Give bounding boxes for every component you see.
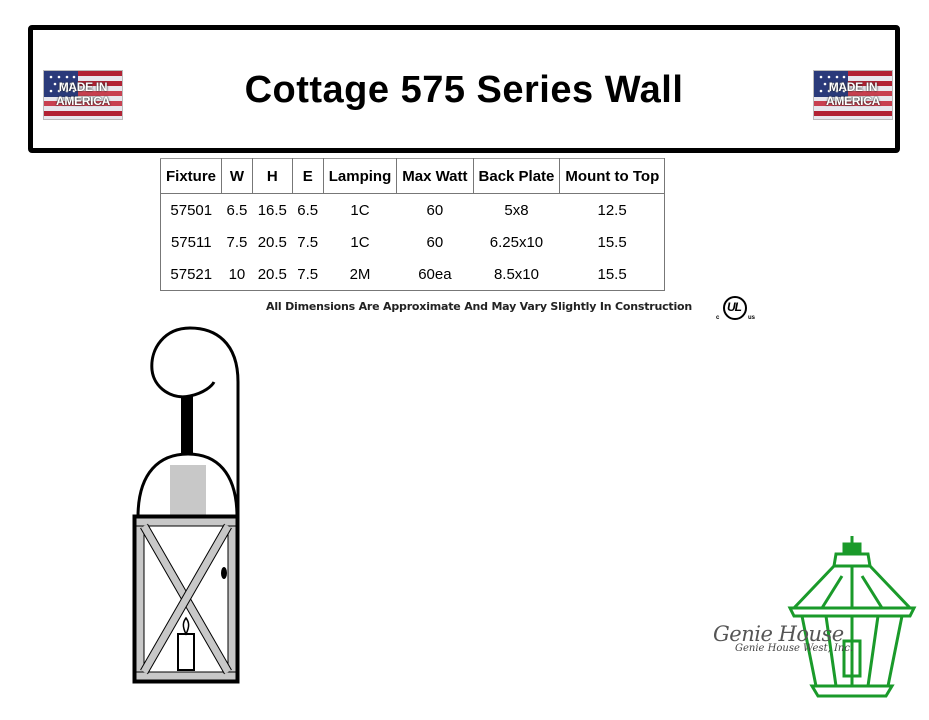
table-cell: 6.5 [226, 201, 248, 219]
column-header: Back Plate [473, 159, 560, 194]
table-cell: 7.5 [226, 233, 248, 251]
dimensions-note: All Dimensions Are Approximate And May Vary Slightly In Construction [266, 300, 693, 313]
table-cell: 7.5 [297, 233, 319, 251]
logo-name: Genie House [713, 622, 844, 646]
badge-text-line2: AMERICA [56, 94, 110, 108]
table-cell: 10 [222, 258, 253, 291]
table-row [161, 226, 665, 258]
genie-house-lantern-icon [786, 536, 918, 700]
ul-c-text: c [716, 315, 720, 321]
badge-text-line1: MADE IN [58, 80, 108, 94]
flame-icon [183, 618, 188, 634]
table-header-row [161, 159, 665, 194]
title-frame [28, 25, 900, 153]
column-header: Max Watt [397, 159, 473, 194]
badge-text-line2: AMERICA [826, 94, 880, 108]
column-header: H [252, 159, 292, 194]
latch [221, 567, 227, 579]
table-cell: 60 [426, 233, 444, 251]
ul-letters: UL [727, 300, 741, 314]
ul-certification-mark [715, 293, 759, 325]
table-row [161, 258, 665, 291]
table-cell: 12.5 [560, 194, 665, 227]
candle [178, 634, 194, 670]
table-cell: 16.5 [257, 201, 287, 219]
ul-us-text: us [748, 315, 756, 321]
table-cell: 8.5x10 [473, 258, 560, 291]
table-cell: 1C [350, 233, 370, 251]
badge-text-line1: MADE IN [828, 80, 878, 94]
lantern-stem [181, 396, 193, 456]
made-in-america-badge-right [813, 70, 893, 120]
table-cell: 6.5 [297, 201, 319, 219]
column-header: Mount to Top [560, 159, 665, 194]
table-cell: 20.5 [252, 258, 292, 291]
lantern-drawing [120, 322, 260, 692]
logo-subtitle: Genie House West, Inc. [735, 643, 854, 654]
table-cell: 15.5 [560, 258, 665, 291]
table-cell: 15.5 [560, 226, 665, 258]
table-cell: 57501 [161, 194, 222, 227]
table-cell: 7.5 [292, 258, 323, 291]
table-cell: 20.5 [257, 233, 287, 251]
chimney [170, 465, 206, 517]
table-row [161, 194, 665, 227]
table-cell: 1C [350, 201, 370, 219]
table-cell: 57511 [161, 226, 222, 258]
column-header: Lamping [323, 159, 397, 194]
column-header: E [292, 159, 323, 194]
table-cell: 2M [323, 258, 397, 291]
table-cell: 60 [426, 201, 444, 219]
table-cell: 5x8 [504, 201, 529, 219]
table-cell: 60ea [397, 258, 473, 291]
column-header: W [222, 159, 253, 194]
table-cell: 6.25x10 [489, 233, 544, 251]
column-header: Fixture [161, 159, 222, 194]
spec-table [160, 158, 665, 291]
page-title: Cottage 575 Series Wall [244, 69, 684, 111]
table-cell: 57521 [161, 258, 222, 291]
